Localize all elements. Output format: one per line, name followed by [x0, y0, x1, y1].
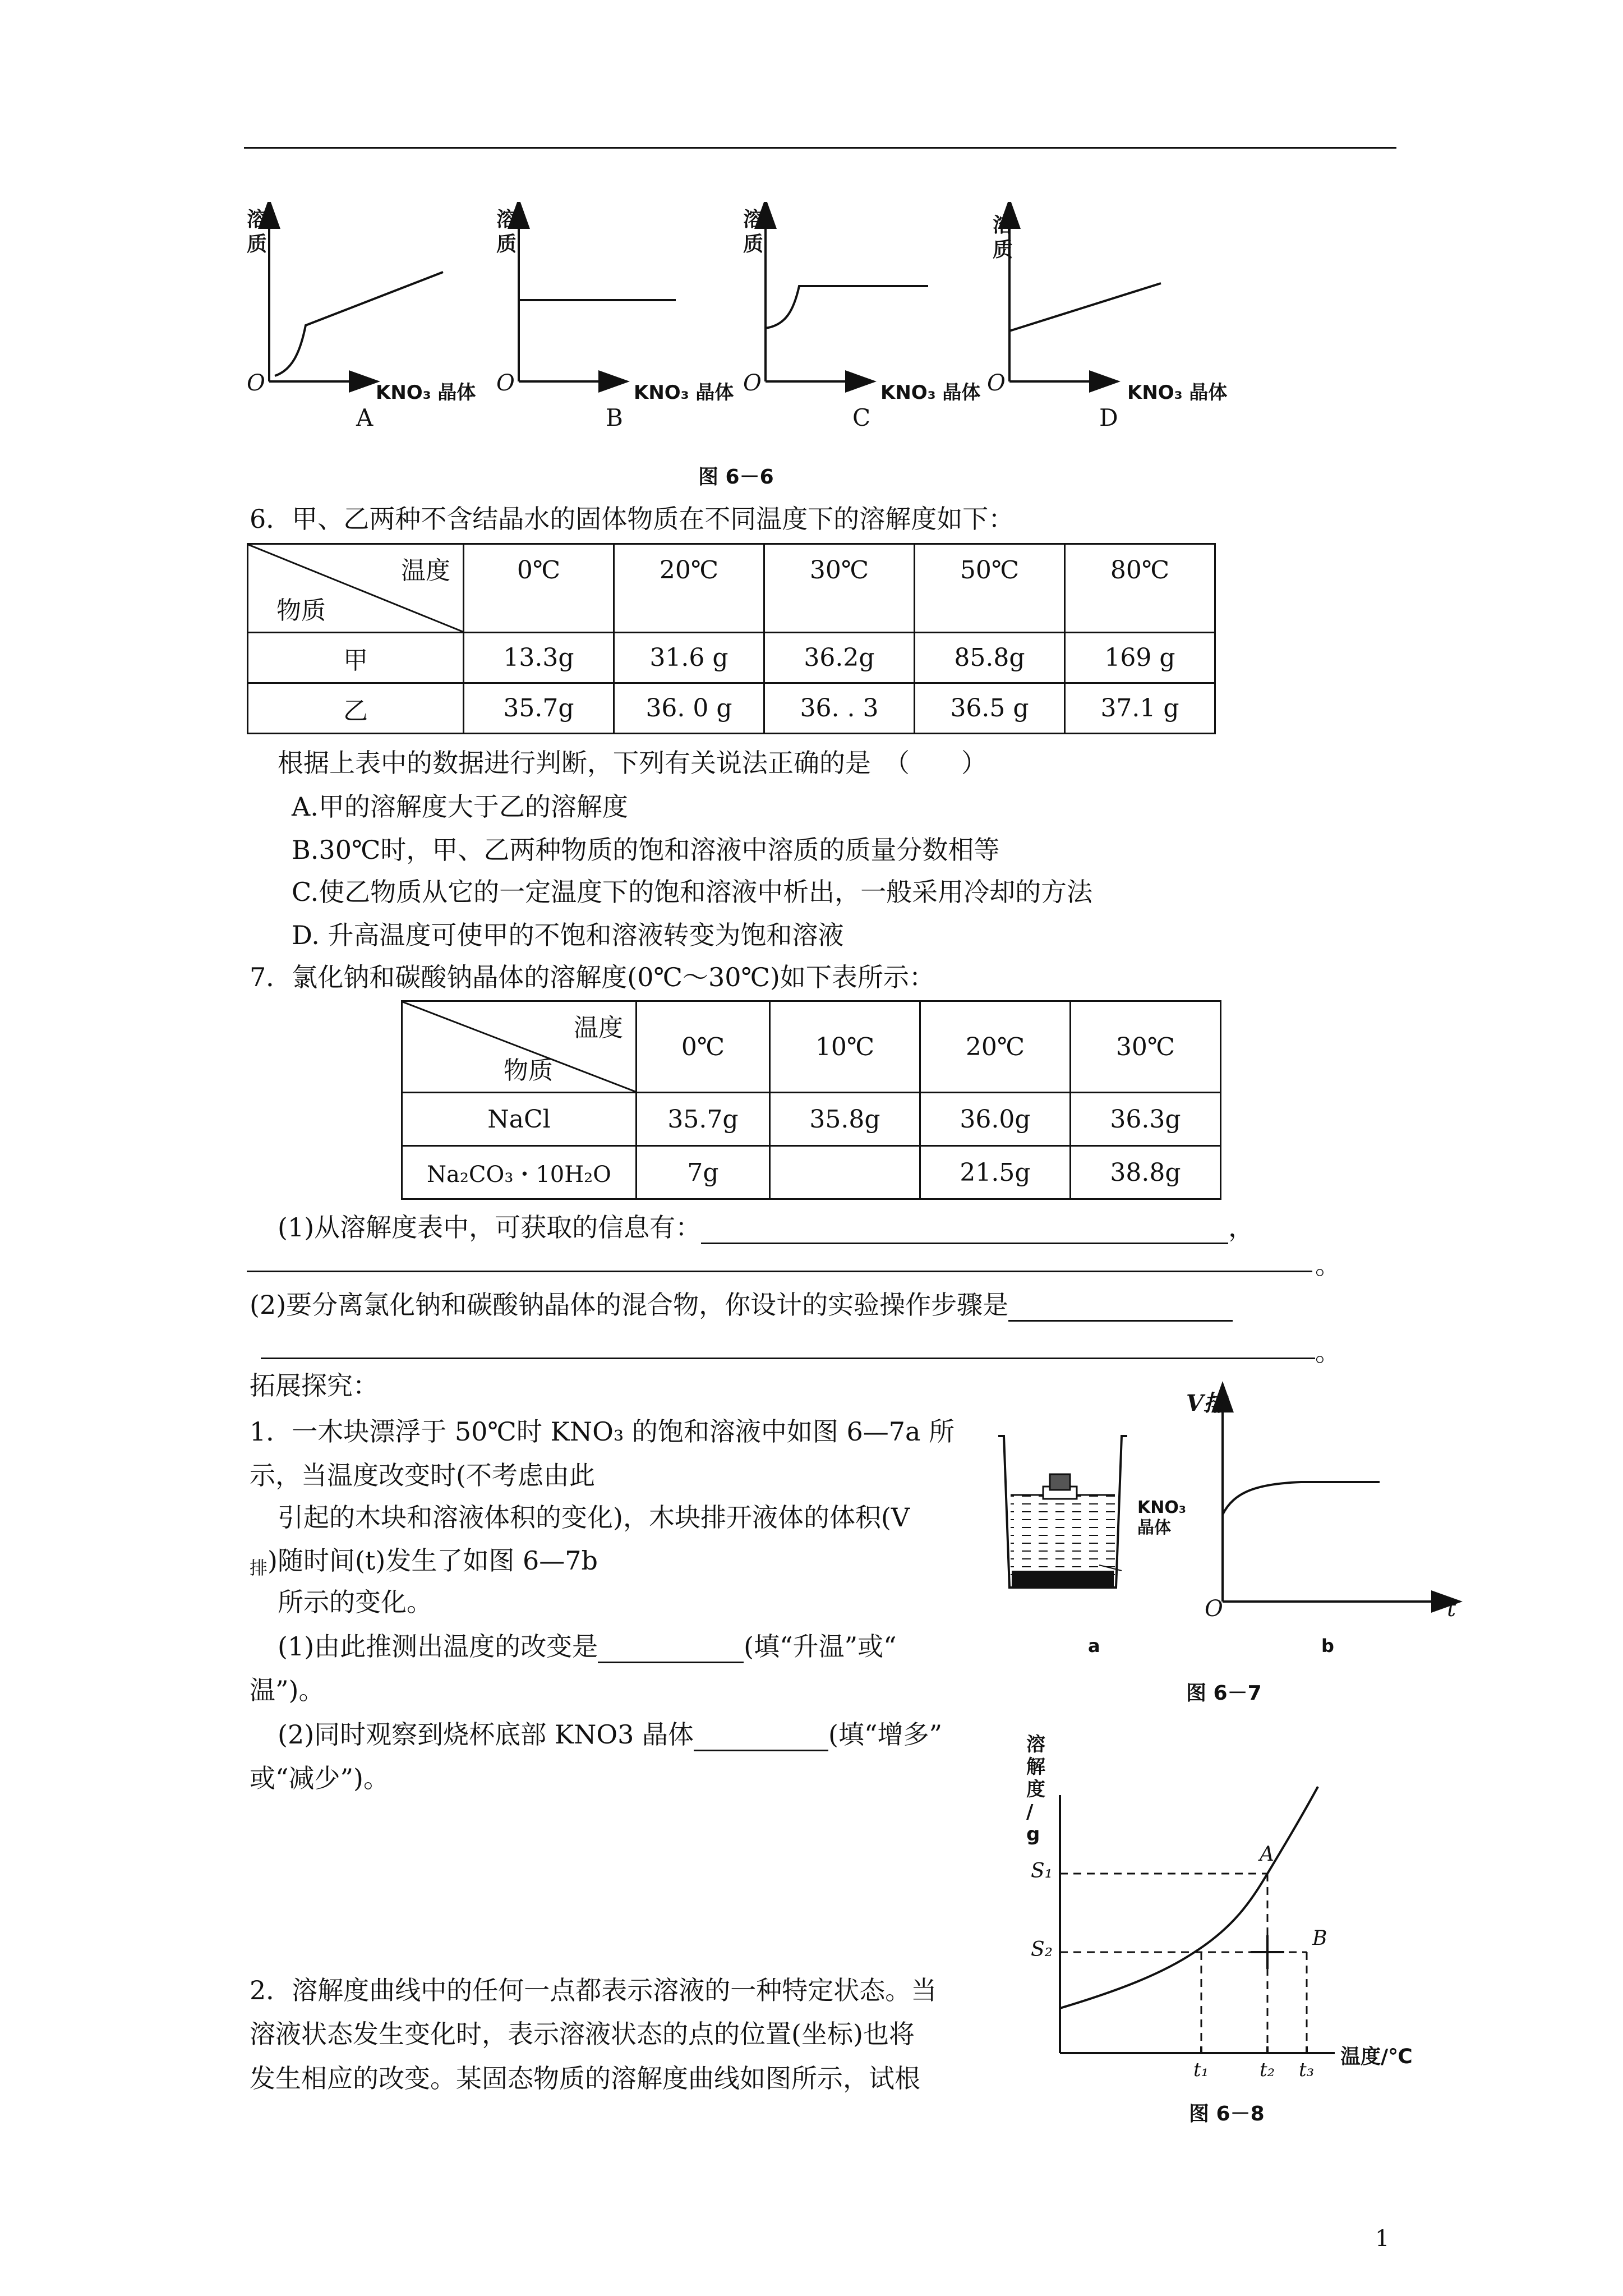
fig68-s1: S₁ [1031, 1860, 1053, 1883]
extend-p1-q1-tail: (填“升温”或“ [744, 1631, 897, 1662]
extend-p1-q2-blank[interactable] [694, 1722, 828, 1751]
q6-cell: 37.1 g [1065, 683, 1215, 734]
extend-p1-q2-line2: 或“减少”)。 [250, 1763, 389, 1793]
graph-d-x-label: KNO₃ 晶体 [1127, 381, 1228, 404]
q7-sub1-blank[interactable] [701, 1214, 1228, 1244]
graph-b-y-label: 溶质 [496, 208, 517, 256]
q6-cell: 169 g [1065, 633, 1215, 683]
q6-cell: 13.3g [464, 633, 614, 683]
page-number: 1 [1375, 2226, 1390, 2252]
extend-p1-q1-line2: 温”)。 [250, 1675, 325, 1705]
q7-row-name: NaCl [402, 1093, 637, 1146]
extend-p1-q1-text: (1)由此推测出温度的改变是 [278, 1631, 598, 1662]
q6-corner-top: 温度 [401, 556, 450, 585]
q6-option-b: B.30℃时，甲、乙两种物质的饱和溶液中溶质的质量分数相等 [292, 835, 1000, 865]
q7-cell: 36.3g [1071, 1093, 1221, 1146]
q6-option-c: C.使乙物质从它的一定温度下的饱和溶液中析出，一般采用冷却的方法 [292, 877, 1093, 907]
graph-d-y-label: 溶质 [993, 214, 1013, 261]
graph-c [766, 213, 928, 381]
graph-a [269, 213, 443, 381]
extend-p2-line1: 2．溶解度曲线中的任何一点都表示溶液的一种特定状态。当 [250, 1975, 937, 2005]
q7-sub1-comma: ， [1228, 1212, 1255, 1243]
q7-sub1-period: 。 [1315, 1250, 1341, 1280]
extend-p1-line3: 引起的木块和溶液体积的变化)，木块排开液体的体积(V [278, 1502, 910, 1533]
q7-table [401, 1000, 1221, 1200]
q7-cell: 36.0g [920, 1093, 1071, 1146]
figure-6-8-drawing [1015, 1733, 1458, 2137]
beaker-label-line1: KNO₃ [1137, 1498, 1186, 1517]
graph-c-x-label: KNO₃ 晶体 [880, 381, 981, 404]
fig67-x-label: t [1447, 1596, 1456, 1622]
q6-cell: 85.8g [915, 633, 1065, 683]
q6-header-cell: 30℃ [764, 544, 915, 633]
q6-question: 根据上表中的数据进行判断，下列有关说法正确的是 （ ） [278, 748, 987, 778]
header-rule [244, 147, 1396, 149]
q7-cell: 35.8g [770, 1093, 920, 1146]
q7-sub1-text: (1)从溶解度表中，可获取的信息有： [278, 1212, 702, 1243]
q6-corner-bottom: 物质 [276, 596, 326, 625]
q6-row-name: 乙 [248, 683, 464, 734]
q6-header-cell: 50℃ [915, 544, 1065, 633]
extend-p1-q2-text: (2)同时观察到烧杯底部 KNO3 晶体 [278, 1719, 694, 1750]
q7-header-cell: 10℃ [770, 1001, 920, 1093]
q6-cell: 35.7g [464, 683, 614, 734]
q7-sub2-blank[interactable] [1008, 1292, 1233, 1322]
fig68-x-label: 温度/℃ [1340, 2045, 1413, 2068]
fig68-point-a: A [1260, 1843, 1274, 1866]
q6-option-d: D. 升高温度可使甲的不饱和溶液转变为饱和溶液 [292, 920, 844, 950]
q6-cell: 36. . 3 [764, 683, 915, 734]
q7-row-name: Na₂CO₃・10H₂O [402, 1146, 637, 1199]
q6-cell: 31.6 g [614, 633, 764, 683]
q6-cell: 36.2g [764, 633, 915, 683]
extend-p1-line2: 示，当温度改变时(不考虑由此 [250, 1460, 595, 1490]
q6-header-cell: 80℃ [1065, 544, 1215, 633]
q6-row-name: 甲 [248, 633, 464, 683]
q6-header-cell: 0℃ [464, 544, 614, 633]
q7-sub2-blank-line2[interactable] [261, 1358, 1315, 1359]
graph-a-x-label: KNO₃ 晶体 [376, 381, 476, 404]
fig67-y-label: V排 [1186, 1390, 1227, 1416]
extend-p1-q1 [278, 1630, 897, 1663]
graph-a-y-label: 溶质 [247, 208, 268, 256]
graph-b-letter: B [606, 404, 623, 431]
extend-title: 拓展探究： [250, 1370, 379, 1401]
graph-d-letter: D [1099, 404, 1118, 431]
fig68-t1: t₁ [1193, 2059, 1209, 2081]
extend-p1-q1-blank[interactable] [598, 1634, 744, 1663]
q7-header-cell: 20℃ [920, 1001, 1071, 1093]
figure-6-6 [241, 202, 1251, 443]
figure-6-6-caption: 图 6－6 [698, 466, 774, 489]
extend-p1-q2 [278, 1718, 942, 1751]
q6-cell: 36. 0 g [614, 683, 764, 734]
graph-d [1009, 213, 1161, 381]
q7-header-cell: 30℃ [1071, 1001, 1221, 1093]
fig67-origin: O [1205, 1596, 1223, 1622]
q7-sub2-text: (2)要分离氯化钠和碳酸钠晶体的混合物，你设计的实验操作步骤是 [250, 1290, 1009, 1320]
beaker-label-line2: 晶体 [1137, 1518, 1171, 1538]
fig68-t3: t₃ [1299, 2059, 1315, 2081]
graph-b [519, 213, 676, 381]
q7-cell [770, 1146, 920, 1199]
q7-sub2-period: 。 [1315, 1337, 1341, 1367]
q7-corner-top: 温度 [574, 1014, 623, 1042]
extend-p1-sub: 排 [250, 1557, 268, 1579]
q7-corner-cell [402, 1001, 637, 1093]
figure-6-8 [1015, 1733, 1458, 2137]
beaker [998, 1436, 1127, 1588]
q7-sub1-blank-line2[interactable] [247, 1271, 1312, 1272]
extend-p1-line1: 1．一木块漂浮于 50℃时 KNO₃ 的饱和溶液中如图 6—7a 所 [250, 1416, 955, 1447]
q7-cell: 35.7g [637, 1093, 770, 1146]
beaker-label [1137, 1498, 1186, 1538]
fig68-y-char: g [1026, 1823, 1040, 1846]
q7-cell: 21.5g [920, 1146, 1071, 1199]
q7-cell: 7g [637, 1146, 770, 1199]
q6-header-cell: 20℃ [614, 544, 764, 633]
fig67-caption: 图 6－7 [1186, 1682, 1262, 1705]
graph-c-origin: O [743, 370, 762, 396]
fig68-y-char: 溶 [1026, 1733, 1045, 1756]
graph-c-letter: C [852, 404, 871, 431]
fig68-caption: 图 6－8 [1189, 2102, 1265, 2125]
graph-a-origin: O [247, 370, 265, 396]
graph-a-letter: A [356, 404, 374, 431]
fig68-y-label [1026, 1733, 1049, 1846]
extend-p1-q2-tail: (填“增多” [828, 1719, 942, 1750]
q7-sub1 [278, 1211, 1254, 1244]
graph-b [1223, 1397, 1447, 1602]
figure-6-7 [987, 1374, 1469, 1733]
extend-p2-line2: 溶液状态发生变化时，表示溶液状态的点的位置(坐标)也将 [250, 2019, 915, 2049]
q6-cell: 36.5 g [915, 683, 1065, 734]
fig68-t2: t₂ [1260, 2059, 1275, 2081]
graph-d-origin: O [987, 370, 1006, 396]
q7-cell: 38.8g [1071, 1146, 1221, 1199]
fig67-a-label: a [1088, 1635, 1100, 1657]
extend-p1-line5: 所示的变化。 [278, 1587, 432, 1617]
q7-header-cell: 0℃ [637, 1001, 770, 1093]
fig68-y-char: 度 [1026, 1778, 1045, 1801]
q7-sub2 [250, 1288, 1233, 1322]
graph-c-y-label: 溶质 [743, 208, 764, 256]
q6-table [247, 543, 1216, 734]
fig68-point-b: B [1312, 1927, 1327, 1950]
q6-option-a: A.甲的溶解度大于乙的溶解度 [292, 792, 628, 822]
fig67-b-label: b [1321, 1635, 1334, 1657]
q7-corner-bottom: 物质 [504, 1056, 553, 1085]
fig68-s2: S₂ [1031, 1938, 1053, 1961]
graph-b-origin: O [496, 370, 515, 396]
fig68-y-char: / [1026, 1801, 1034, 1823]
graph-b-x-label: KNO₃ 晶体 [634, 381, 734, 404]
extend-p1-line4 [250, 1544, 598, 1585]
extend-p2-line3: 发生相应的改变。某固态物质的溶解度曲线如图所示，试根 [250, 2063, 920, 2093]
q6-corner-cell [248, 544, 464, 633]
extend-p1-line4-text: )随时间(t)发生了如图 6—7b [268, 1545, 598, 1576]
q6-stem: 6．甲、乙两种不含结晶水的固体物质在不同温度下的溶解度如下： [250, 504, 1015, 534]
q7-stem: 7．氯化钠和碳酸钠晶体的溶解度(0℃～30℃)如下表所示： [250, 962, 935, 992]
fig68-y-char: 解 [1026, 1756, 1045, 1778]
